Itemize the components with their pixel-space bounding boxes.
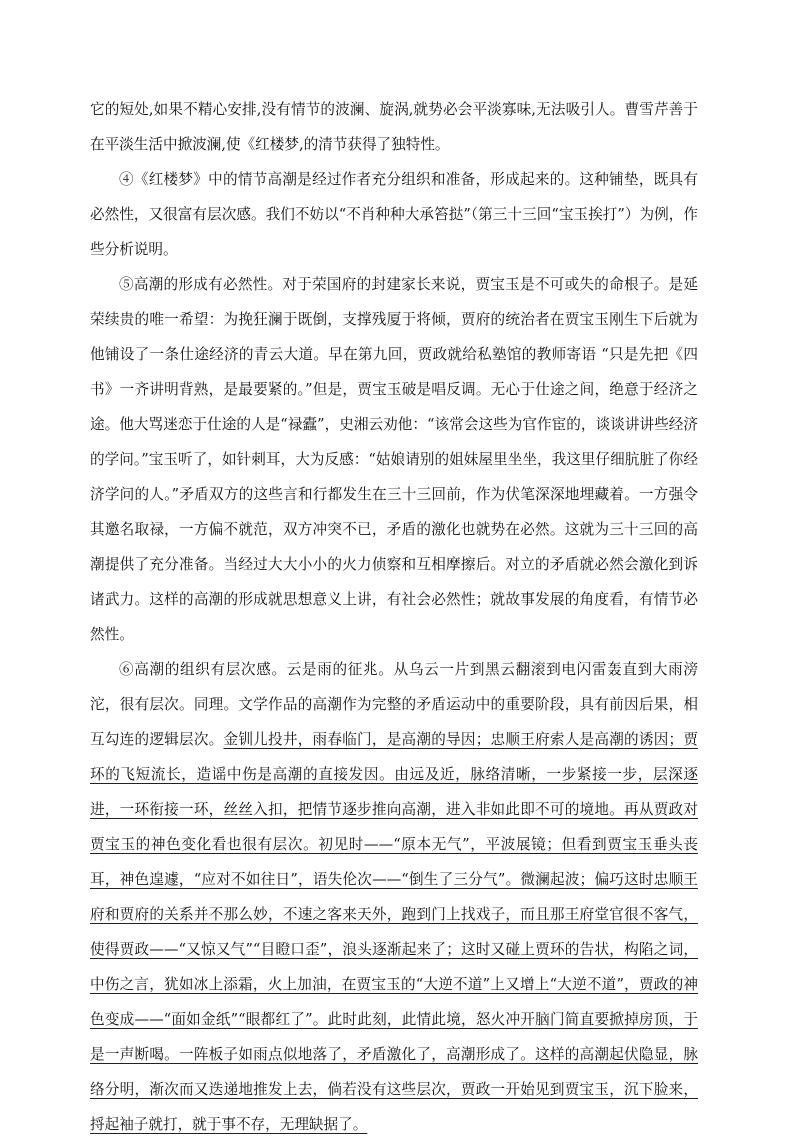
paragraph-6-intro: ⑥高潮的组织有层次感。云是雨的征兆。从乌云一片到黑云翻滚到电闪雷轰直到大雨滂沱，很有层次。同理。文学作品的高潮作为完整的矛盾运动中的重要阶段，具有前因后果，相互勾连的逻辑层次。 (90, 661, 698, 748)
paragraph-continuation: 它的短处,如果不精心安排,没有情节的波澜、旋涡,就势必会平淡寡味,无法吸引人。曹雪芹善于在平淡生活中掀波澜,使《红楼梦,的清节获得了独特性。 (90, 101, 698, 153)
paragraph-6 (90, 652, 698, 1142)
document-body (90, 92, 698, 1142)
paragraph-5: ⑤高潮的形成有必然性。对于荣国府的封建家长来说，贾宝玉是不可或失的命根子。是延荣续贵的唯一希望：为挽狂澜于既倒，支撑残厦于将倾，贾府的统治者在贾宝玉刚生下后就为他铺设了一条仕途经济的青云大道。早在第九回，贾政就给私塾馆的教师寄语 “只是先把《四书》一齐讲明背熟，是最要紧的。”但是，贾宝玉破是唱反调。无心于仕途之间，绝意于经济之途。他大骂迷恋于仕途的人是“禄蠹”，史湘云劝他：“该常会这些为官作宦的，谈谈讲讲些经济的学问。”宝玉听了，如针刺耳，大为反感：“姑娘请别的姐妹屋里坐坐，我这里仔细肮脏了你经济学问的人。”矛盾双方的这些言和行都发生在三十三回前，作为伏笔深深地埋藏着。一方强令其邀名取禄，一方偏不就范，双方冲突不已，矛盾的激化也就势在必然。这就为三十三回的高潮提供了充分准备。当经过大大小小的火力侦察和互相摩擦后。对立的矛盾就必然会激化到诉诸武力。这样的高潮的形成就思想意义上讲，有社会必然性；就故事发展的角度看，有情节必然性。 (90, 276, 698, 643)
paragraph-4: ④《红楼梦》中的情节高潮是经过作者充分组织和准备，形成起来的。这种铺垫，既具有必然性，又很富有层次感。我们不妨以“不肖种种大承笞挞”（第三十三回“宝玉挨打”）为例，作些分析说明。 (90, 171, 698, 258)
paragraph-6-underlined-passage: 金钏儿投井，雨春临门，是高潮的导因；忠顺王府索人是高潮的诱因；贾环的飞短流长，造谣中伤是高潮的直接发因。由远及近，脉络清晰，一步紧接一步，层深逐进，一环衔接一环，丝丝入扣，把情节逐步推向高潮，进入非如此即不可的境地。再从贾政对贾宝玉的神色变化看也很有层次。初见时——“原本无气”，平波展镜；但看到贾宝玉垂头丧耳，神色遑遽，“应对不如往日”，语失伦次——“倒生了三分气”。微澜起波；偏巧这时忠顺王府和贾府的关系并不那么妙，不速之客来天外，跑到门上找戏子，而且那王府堂官很不客气，使得贾政——“又惊又气”“目瞪口歪”，浪头逐渐起来了；这时又碰上贾环的告状，构陷之词，中伤之言，犹如冰上添霜，火上加油，在贾宝玉的“大逆不道”上又增上“大逆不道”，贾政的神色变成——“面如金纸”“眼都红了”。此时此刻，此情此境，怒火冲开脑门简直要掀掉房顶，于是一声断喝。一阵板子如雨点似地落了，矛盾激化了，高潮形成了。这样的高潮起伏隐显，脉络分明，渐次而又迭递地推发上去，倘若没有这些层次，贾政一开始见到贾宝玉，沉下脸来，捋起袖子就打，就于事不存，无理缺据了。 (90, 731, 698, 1133)
